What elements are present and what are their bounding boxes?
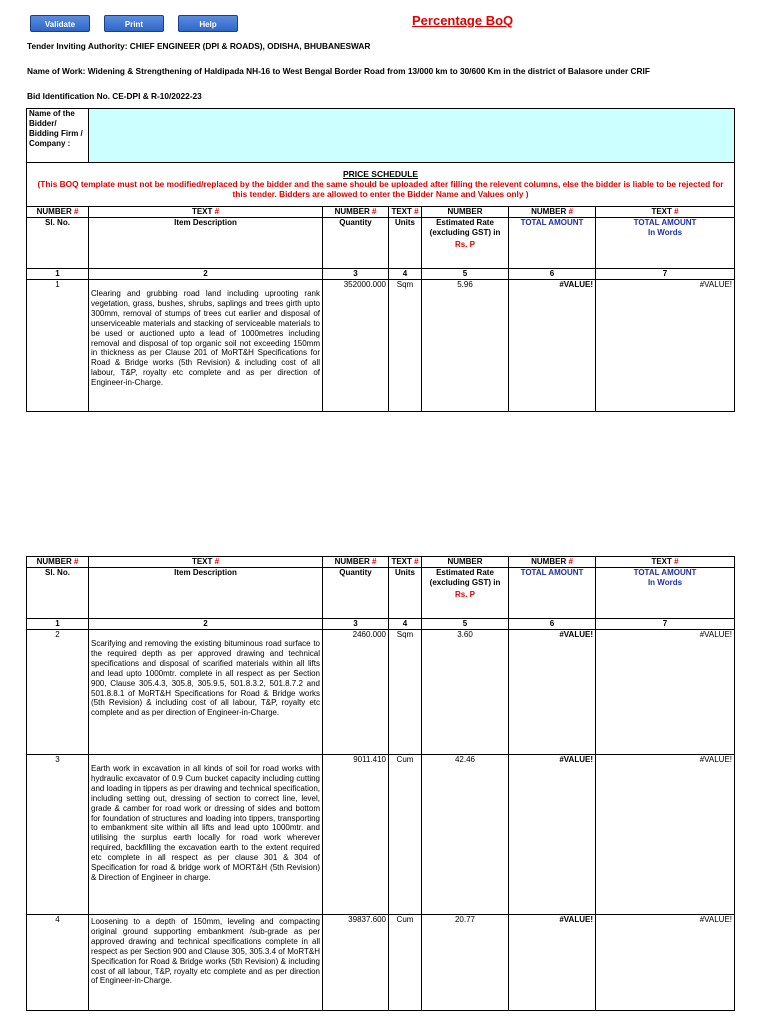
boq-table-1 xyxy=(26,108,735,412)
item-total-amount: #VALUE! xyxy=(509,630,596,755)
item-total-amount: #VALUE! xyxy=(509,280,596,412)
item-rate: 5.96 xyxy=(422,280,509,412)
table-row xyxy=(27,755,735,915)
item-total-words: #VALUE! xyxy=(596,630,735,755)
sl-no-header: Sl. No. xyxy=(27,218,89,269)
col-type-7: TEXT # xyxy=(596,557,735,568)
item-description-header: Item Description xyxy=(89,218,323,269)
col-type-6: NUMBER # xyxy=(509,557,596,568)
item-quantity: 9011.410 xyxy=(323,755,389,915)
column-type-row xyxy=(27,207,735,218)
item-total-words: #VALUE! xyxy=(596,915,735,1011)
col-number: 6 xyxy=(509,619,596,630)
item-unit: Cum xyxy=(389,755,422,915)
bidder-name-label: Name of the Bidder/ Bidding Firm / Company : xyxy=(27,109,89,163)
col-type-3: NUMBER # xyxy=(323,207,389,218)
bidder-name-field[interactable] xyxy=(89,109,735,163)
item-sl-no: 1 xyxy=(27,280,89,412)
sl-no-header: Sl. No. xyxy=(27,568,89,619)
item-sl-no: 3 xyxy=(27,755,89,915)
tender-authority: Tender Inviting Authority: CHIEF ENGINEER (DPI & ROADS), ODISHA, BHUBANESWAR xyxy=(27,41,371,51)
col-number: 2 xyxy=(89,269,323,280)
boq-table-2 xyxy=(26,556,735,1011)
table-row xyxy=(27,915,735,1011)
print-button[interactable]: Print xyxy=(104,15,164,32)
item-sl-no: 4 xyxy=(27,915,89,1011)
item-total-words: #VALUE! xyxy=(596,280,735,412)
col-number: 3 xyxy=(323,619,389,630)
estimated-rate-header: Estimated Rate (excluding GST) in Rs. P xyxy=(422,218,509,269)
item-quantity: 352000.000 xyxy=(323,280,389,412)
col-type-3: NUMBER # xyxy=(323,557,389,568)
item-total-amount: #VALUE! xyxy=(509,755,596,915)
total-amount-words-header: TOTAL AMOUNT In Words xyxy=(596,568,735,619)
item-description-header: Item Description xyxy=(89,568,323,619)
item-description: Clearing and grubbing road land including uprooting rank vegetation, grass, bushes, shrubs, saplings and trees girth upto 300mm, removal of stumps of trees cut earlier and disposal of unserviceable materials and stacking of serviceable materials to be used or auctioned upto a lead of 1000metres including removal and disposal of top organic soil not exceeding 150mm in thickness as per Clause 201 of MoRT&H Specifications for Road & Bridge works (5th Revision) & including cost of all labour, T&P, royalty etc complete and as per direction of Engineer-in-Charge. xyxy=(89,280,323,412)
page-title: Percentage BoQ xyxy=(412,13,514,28)
units-header: Units xyxy=(389,218,422,269)
name-of-work: Name of Work: Widening & Strengthening of Haldipada NH-16 to West Bengal Border Road from 13/000 km to 30/600 Km in the district of Balasore under CRIF xyxy=(27,66,650,76)
col-type-4: TEXT # xyxy=(389,557,422,568)
template-warning: (This BOQ template must not be modified/replaced by the bidder and the same should be uploaded after filling the relevent columns, else the bidder is liable to be rejected for this tender. Bidders are allowed to enter the Bidder Name and Values only ) xyxy=(37,179,724,199)
col-number: 2 xyxy=(89,619,323,630)
column-type-row xyxy=(27,557,735,568)
validate-button[interactable]: Validate xyxy=(30,15,90,32)
price-schedule-block xyxy=(27,163,735,207)
price-schedule-heading: PRICE SCHEDULE xyxy=(342,169,419,179)
col-number: 4 xyxy=(389,269,422,280)
col-number: 1 xyxy=(27,619,89,630)
col-type-5: NUMBER xyxy=(422,207,509,218)
total-amount-header: TOTAL AMOUNT xyxy=(509,568,596,619)
col-number: 5 xyxy=(422,619,509,630)
col-type-7: TEXT # xyxy=(596,207,735,218)
col-number: 7 xyxy=(596,619,735,630)
estimated-rate-header: Estimated Rate (excluding GST) in Rs. P xyxy=(422,568,509,619)
item-description: Scarifying and removing the existing bituminous road surface to the required depth as per approved drawing and technical specifications and disposal of scarified materials within all lifts and lead upto 1000mtr. complete in all respect as per Section 900, Clause 305.4.3, 305.8, 305.9.5, 501.8.3.2, 501.8.7.2 and 501.8.8.1 of MoRT&H Specifications for Road & Bridge works (5th Revision) & including cost of all labour, T&P, royalty etc complete and as per direction of Engineer-in-Charge. xyxy=(89,630,323,755)
table-row xyxy=(27,630,735,755)
column-header-row xyxy=(27,568,735,619)
item-sl-no: 2 xyxy=(27,630,89,755)
col-number: 4 xyxy=(389,619,422,630)
item-unit: Cum xyxy=(389,915,422,1011)
item-rate: 42.46 xyxy=(422,755,509,915)
item-unit: Sqm xyxy=(389,630,422,755)
item-description: Loosening to a depth of 150mm, leveling and compacting original ground supporting embankment /sub-grade as per approved drawing and technical specifications complete in all respect as per Section 900 and Clause 305, 305.3.4 of MoRT&H Specification for Road & Bridge works (5th Revision) & including cost of all labour, T&P, royalty etc complete and as per direction of Engineer-in-Charge. xyxy=(89,915,323,1011)
col-type-1: NUMBER # xyxy=(27,557,89,568)
column-header-row xyxy=(27,218,735,269)
table-row xyxy=(27,280,735,412)
item-total-words: #VALUE! xyxy=(596,755,735,915)
col-number: 5 xyxy=(422,269,509,280)
col-type-2: TEXT # xyxy=(89,557,323,568)
item-rate: 20.77 xyxy=(422,915,509,1011)
item-description: Earth work in excavation in all kinds of soil for road works with hydraulic excavator of 0.9 Cum bucket capacity including cutting and loading in tippers as per drawing and technical specification, including setting out, dressing of section to correct line, level, grade & camber for road work or dressing of sides and bottom for foundation of structures and loading into tippers, transporting to embankment site within all lifts and lead upto 1000mtr. and utilising the surplus earth locally for road work wherever required, backfilling the excavation earth to the extent required etc complete in all respect as per clause 301 & 304 of Specification for road & bridge work of MORT&H (5th Revision) & Direction of Engineer in charge. xyxy=(89,755,323,915)
col-type-1: NUMBER # xyxy=(27,207,89,218)
col-number: 7 xyxy=(596,269,735,280)
column-number-row xyxy=(27,619,735,630)
col-number: 3 xyxy=(323,269,389,280)
item-total-amount: #VALUE! xyxy=(509,915,596,1011)
item-rate: 3.60 xyxy=(422,630,509,755)
units-header: Units xyxy=(389,568,422,619)
col-number: 1 xyxy=(27,269,89,280)
col-type-6: NUMBER # xyxy=(509,207,596,218)
column-number-row xyxy=(27,269,735,280)
col-type-5: NUMBER xyxy=(422,557,509,568)
quantity-header: Quantity xyxy=(323,568,389,619)
total-amount-header: TOTAL AMOUNT xyxy=(509,218,596,269)
item-quantity: 39837.600 xyxy=(323,915,389,1011)
item-quantity: 2460.000 xyxy=(323,630,389,755)
help-button[interactable]: Help xyxy=(178,15,238,32)
col-type-2: TEXT # xyxy=(89,207,323,218)
bid-identification: Bid Identification No. CE-DPI & R-10/2022-23 xyxy=(27,91,202,101)
col-type-4: TEXT # xyxy=(389,207,422,218)
quantity-header: Quantity xyxy=(323,218,389,269)
item-unit: Sqm xyxy=(389,280,422,412)
total-amount-words-header: TOTAL AMOUNT In Words xyxy=(596,218,735,269)
col-number: 6 xyxy=(509,269,596,280)
